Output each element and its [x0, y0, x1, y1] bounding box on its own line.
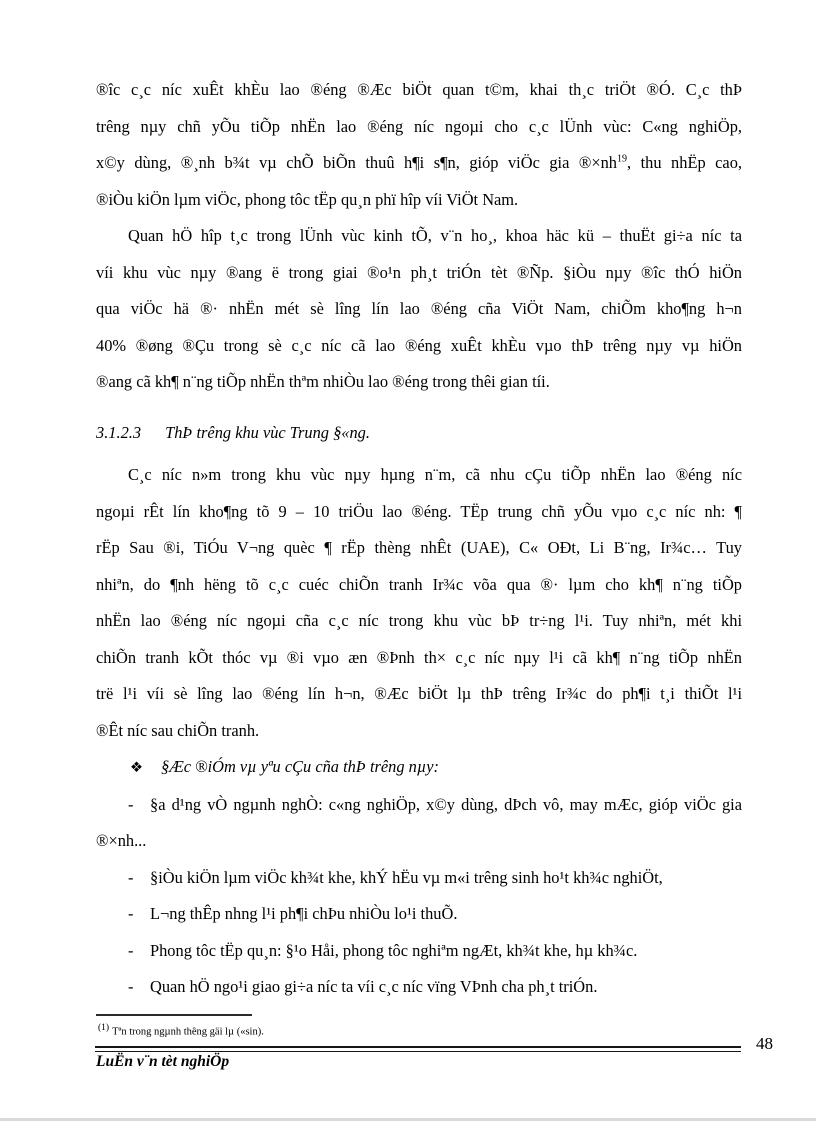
body-text: chiÕn tranh kÕt thóc vµ ®i vµo æn ®Þnh th× c¸c níc nµy l¹i cã kh¶ n¨ng tiÕp nhËn: [96, 647, 742, 667]
body-text: trë l¹i víi sè lîng lao ®éng lín h¬n, ®Æc biÖt lµ thÞ trêng Ir¾c do ph¶i t¸i thiÕt l¹i: [96, 684, 742, 703]
body-text: víi khu vùc nµy ®ang ë trong giai ®o¹n ph¸t triÓn tèt ®Ñp. §iÒu nµy ®îc thÓ hiÖn: [96, 262, 742, 282]
list-item: [96, 933, 742, 970]
body-text: , thu nhËp cao,: [626, 153, 743, 172]
footnote-separator: [96, 1014, 252, 1016]
body-text: nhiªn, do ¶nh hëng tõ c¸c cuéc chiÕn tranh Ir¾c võa qua ®· lµm cho kh¶ n¨ng tiÕp: [96, 574, 742, 594]
section-number: 3.1.2.3: [96, 422, 142, 442]
dash-bullet: -: [128, 904, 134, 923]
section-title: ThÞ trêng khu vùc Trung §«ng.: [165, 422, 370, 442]
body-line: [96, 218, 742, 255]
dash-bullet: -: [128, 977, 134, 996]
body-line: [96, 255, 742, 292]
dash-bullet: -: [128, 867, 134, 887]
body-text: ®iÒu kiÖn lµm viÖc, phong tôc tËp qu¸n phï hîp víi ViÖt Nam.: [96, 189, 519, 209]
list-item: [96, 860, 742, 897]
body-line: [96, 109, 742, 146]
footer-title: LuËn v¨n tèt nghiÖp: [96, 1053, 230, 1070]
list-item-continuation: [96, 823, 742, 860]
body-text: ®Êt níc sau chiÕn tranh.: [96, 720, 260, 740]
body-text: ®îc c¸c níc xuÊt khÈu lao ®éng ®Æc biÖt quan t©m, khai th¸c triÖt ®Ó. C¸c thÞ: [96, 80, 742, 99]
list-item-text: Quan hÖ ngo¹i giao gi÷a níc ta víi c¸c níc vïng VÞnh cha ph¸t triÓn.: [150, 977, 598, 996]
body-text: trêng nµy chñ yÕu tiÕp nhËn lao ®éng níc ngoµi cho c¸c lÜnh vùc: C«ng nghiÖp,: [96, 116, 742, 136]
list-item-text: Phong tôc tËp qu¸n: §¹o Håi, phong tôc nghiªm ngÆt, kh¾t khe, hµ kh¾c.: [150, 940, 638, 960]
feature-list-heading: [96, 749, 742, 787]
body-line: [96, 640, 742, 677]
diamond-bullet-icon: ❖: [130, 760, 143, 776]
list-item-text: §iÒu kiÖn lµm viÖc kh¾t khe, khÝ hËu vµ m«i trêng sinh ho¹t kh¾c nghiÖt,: [150, 867, 663, 887]
body-text: x©y dùng, ®¸nh b¾t vµ chÕ biÕn thuû h¶i s¶n, gióp viÖc gia ®×nh: [96, 153, 617, 172]
body-text: qua viÖc hä ®· nhËn mét sè lîng lín lao ®éng cña ViÖt Nam, chiÕm kho¶ng h¬n: [96, 299, 742, 318]
body-text: nhËn lao ®éng níc ngoµi cña c¸c níc trong khu vùc bÞ tr÷ng l¹i. Tuy nhiªn, mét khi: [96, 611, 742, 630]
body-text: rËp Sau ®i, TiÓu V¬ng quèc ¶ rËp thèng nhÊt (UAE), C« OÐt, Li B¨ng, Ir¾c… Tuy: [96, 538, 742, 557]
footnote-marker: (1): [98, 1023, 110, 1033]
list-item-text: L¬ng thÊp nhng l¹i ph¶i chÞu nhiÒu lo¹i thuÕ.: [150, 904, 458, 923]
body-text: ®ang cã kh¶ n¨ng tiÕp nhËn thªm nhiÒu lao ®éng trong thêi gian tíi.: [96, 372, 550, 391]
body-line: [96, 676, 742, 713]
body-line: [96, 713, 742, 750]
footer-rule: [95, 1046, 741, 1052]
body-text: C¸c níc n»m trong khu vùc nµy hµng n¨m, cã nhu cÇu tiÕp nhËn lao ®éng níc: [128, 465, 742, 484]
list-item-text: ®×nh...: [96, 831, 147, 850]
footnote-text: Tªn trong ngµnh thêng gäi lµ («sin).: [112, 1026, 264, 1038]
list-item: [96, 787, 742, 824]
text-block: [96, 72, 742, 1006]
body-text: Quan hÖ hîp t¸c trong lÜnh vùc kinh tÕ, v¨n ho¸, khoa häc kü – thuËt gi÷a níc ta: [128, 226, 742, 245]
body-text: 40% ®øng ®Çu trong sè c¸c níc cã lao ®éng xuÊt khÈu vµo thÞ trêng nµy vµ hiÖn: [96, 335, 742, 355]
footnote: [98, 1021, 264, 1040]
body-line: [96, 364, 742, 401]
body-line: [96, 72, 742, 109]
dash-bullet: -: [128, 940, 134, 960]
dash-bullet: -: [128, 794, 134, 814]
scan-edge-artifact: [0, 1118, 816, 1121]
footnote-reference: 19: [616, 153, 627, 165]
body-line: [96, 530, 742, 567]
body-line: [96, 182, 742, 219]
list-item: [96, 969, 742, 1006]
page-number: 48: [756, 1034, 773, 1053]
body-line: [96, 603, 742, 640]
section-heading: [96, 415, 742, 452]
body-text: ngoµi rÊt lín kho¶ng tõ 9 – 10 triÖu lao ®éng. TËp trung chñ yÕu vµo c¸c níc nh: ¶: [96, 501, 742, 521]
body-line: [96, 567, 742, 604]
body-line: [96, 291, 742, 328]
feature-heading-text: §Æc ®iÓm vµ yªu cÇu cña thÞ trêng nµy:: [161, 757, 440, 776]
list-item: [96, 896, 742, 933]
list-item-text: §a d¹ng vÒ ngµnh nghÒ: c«ng nghiÖp, x©y dùng, dÞch vô, may mÆc, gióp viÖc gia: [150, 794, 742, 814]
body-line: [96, 145, 742, 182]
body-line: [96, 328, 742, 365]
body-line: [96, 457, 742, 494]
body-line: [96, 494, 742, 531]
